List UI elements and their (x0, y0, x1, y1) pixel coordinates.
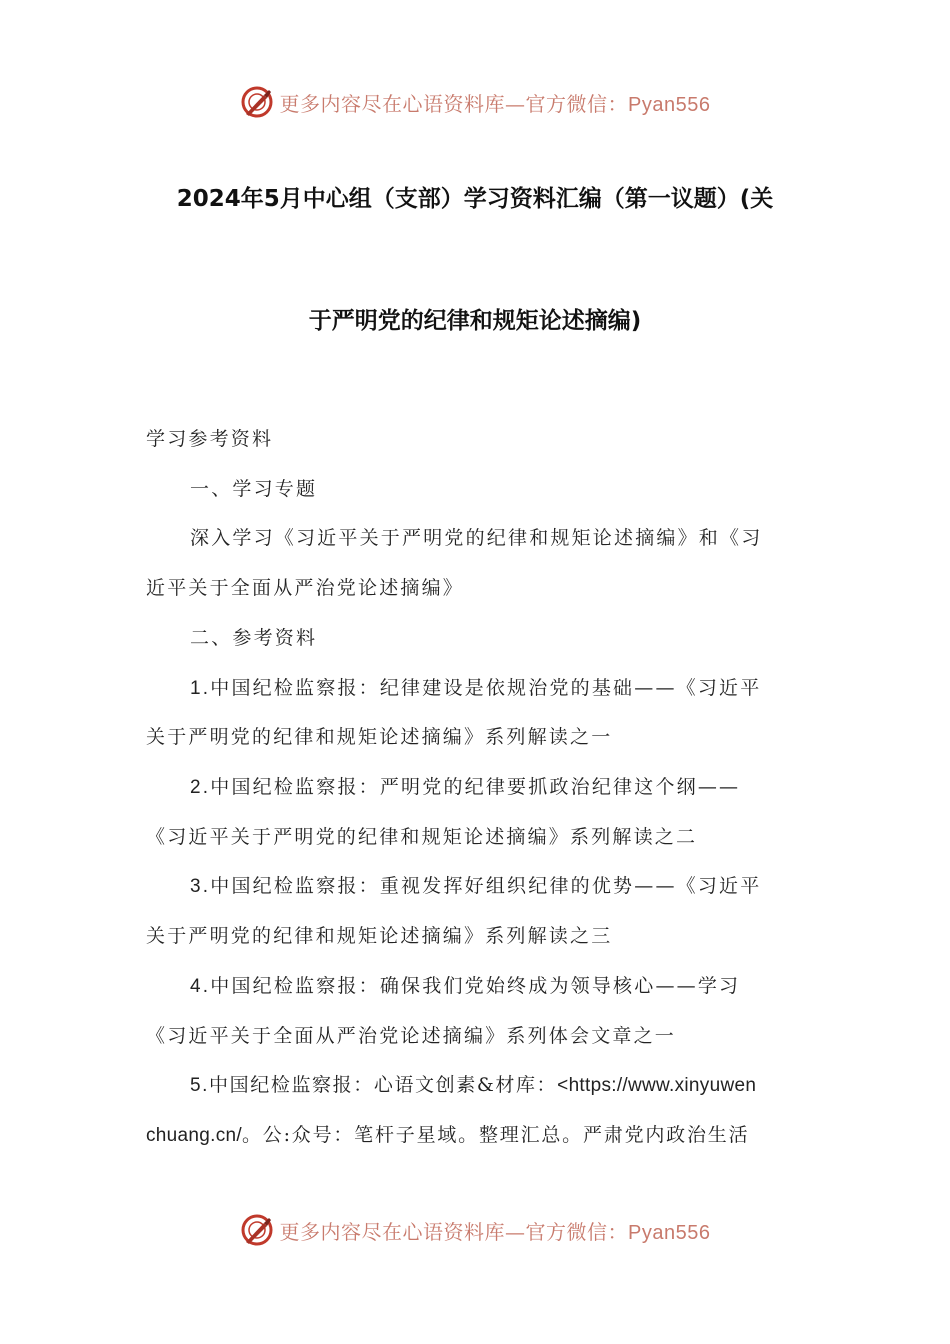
reference-3-line-2: 关于严明党的纪律和规矩论述摘编》系列解读之三 (146, 925, 613, 947)
reference-2-line-1: 2.中国纪检监察报：严明党的纪律要抓政治纪律这个纲—— (190, 776, 741, 798)
reference-3-line-1: 3.中国纪检监察报：重视发挥好组织纪律的优势——《习近平 (190, 875, 762, 897)
doc-title-line-1: 2024年5月中心组（支部）学习资料汇编（第一议题）(关 (176, 186, 774, 212)
pen-logo-icon (240, 85, 274, 119)
reference-5-line-2: chuang.cn/。公:众号：笔杆子星域。整理汇总。严肃党内政治生活 (146, 1124, 750, 1146)
watermark-id: Pyan556 (628, 1221, 711, 1244)
reference-1-line-2: 关于严明党的纪律和规矩论述摘编》系列解读之一 (146, 726, 613, 748)
reference-1-line-1: 1.中国纪检监察报：纪律建设是依规治党的基础——《习近平 (190, 677, 762, 699)
watermark-header (0, 82, 950, 122)
reference-4-line-1: 4.中国纪检监察报：确保我们党始终成为领导核心——学习 (190, 975, 741, 997)
reference-4-line-2: 《习近平关于全面从严治党论述摘编》系列体会文章之一 (146, 1025, 677, 1047)
section-heading-references: 二、参考资料 (190, 627, 318, 649)
heading-study-materials: 学习参考资料 (146, 428, 274, 450)
reference-5-url-part-1: <https://www.xinyuwen (557, 1075, 757, 1096)
pen-logo-icon (240, 1213, 274, 1247)
watermark-text: 更多内容尽在心语资料库—官方微信：Pyan556 (279, 91, 711, 116)
reference-5-line-1: 5.中国纪检监察报：心语文创素&材库：<https://www.xinyuwen (190, 1074, 757, 1096)
watermark-text: 更多内容尽在心语资料库—官方微信：Pyan556 (279, 1219, 711, 1244)
topic-text-line-2: 近平关于全面从严治党论述摘编》 (146, 577, 465, 599)
topic-text-line-1: 深入学习《习近平关于严明党的纪律和规矩论述摘编》和《习 (190, 527, 763, 549)
reference-5-url-part-2: chuang.cn/ (146, 1125, 242, 1146)
section-heading-topic: 一、学习专题 (190, 478, 318, 500)
reference-2-line-2: 《习近平关于严明党的纪律和规矩论述摘编》系列解读之二 (146, 826, 698, 848)
doc-title-line-2: 于严明党的纪律和规矩论述摘编) (308, 308, 642, 334)
watermark-id: Pyan556 (628, 93, 711, 116)
watermark-footer (0, 1210, 950, 1250)
